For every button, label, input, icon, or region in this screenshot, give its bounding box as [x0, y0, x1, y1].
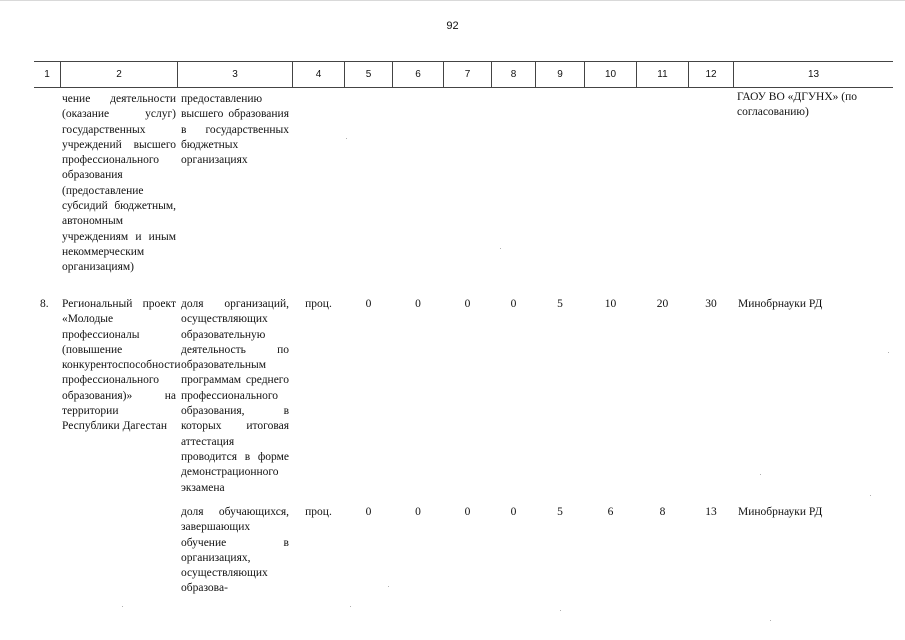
scan-speck — [500, 248, 501, 249]
column-header-2: 2 — [116, 69, 122, 80]
scan-speck — [346, 138, 347, 139]
indicator-description-cell: доля организаций, осуществляющих образовательную деятельность по образовательным программам среднего профессионального образования, в которых итоговая аттестация проводится в форме демонстрационного экзамена — [181, 298, 289, 494]
responsible-org-cell: Минобрнауки РД — [738, 298, 823, 310]
header-top-border — [34, 61, 893, 62]
column-header-8: 8 — [510, 69, 517, 80]
unit-cell: проц. — [305, 506, 332, 518]
project-name-cell: Региональный проект «Молодые профессионалы (повышение конкурентоспособности профессионального образования)» на территории Республики Дагестан — [62, 298, 181, 433]
scan-speck — [770, 620, 771, 621]
column-header-3: 3 — [232, 69, 238, 80]
value-cell: 5 — [557, 298, 563, 310]
scan-speck — [388, 586, 389, 587]
indicator-description-cell: предоставлению высшего образования в государственных бюджетных организациях — [181, 93, 289, 167]
value-cell: 30 — [705, 298, 717, 310]
activity-description-cell: чение деятельности (оказание услуг) государственных учреждений высшего профессионального образования (предоставление субсидий бюджетным, автономным учреждениям и иным некоммерческим организациям) — [62, 93, 176, 274]
scan-speck — [350, 606, 351, 607]
responsible-org-cell: ГАОУ ВО «ДГУНХ» (по согласованию) — [737, 91, 858, 119]
responsible-org-cell: Минобрнауки РД — [738, 506, 823, 518]
indicator-description-cell: доля обучающихся, завершающих обучение в организациях, осуществляющих образова- — [181, 506, 289, 595]
value-cell: 8 — [659, 506, 666, 518]
value-cell: 0 — [365, 506, 372, 518]
value-cell: 0 — [365, 298, 372, 310]
scan-speck — [870, 495, 871, 496]
scan-speck — [560, 610, 561, 611]
column-header-4: 4 — [315, 69, 322, 80]
scan-speck — [888, 352, 889, 353]
value-cell: 0 — [510, 506, 517, 518]
value-cell: 6 — [607, 506, 614, 518]
row-number: 8. — [40, 298, 49, 310]
unit-cell: проц. — [305, 298, 332, 310]
value-cell: 5 — [557, 506, 563, 518]
column-header-12: 12 — [705, 69, 717, 80]
value-cell: 0 — [510, 298, 517, 310]
value-cell: 0 — [415, 298, 421, 310]
column-header-7: 7 — [464, 69, 471, 80]
value-cell: 10 — [604, 298, 617, 310]
value-cell: 20 — [656, 298, 669, 310]
page-top-edge — [0, 0, 905, 1]
column-header-9: 9 — [557, 69, 563, 80]
column-header-5: 5 — [365, 69, 372, 80]
page-number: 92 — [446, 20, 459, 32]
column-header-13: 13 — [807, 69, 820, 80]
column-header-1: 1 — [44, 69, 50, 80]
value-cell: 0 — [415, 506, 421, 518]
value-cell: 0 — [464, 506, 471, 518]
value-cell: 13 — [705, 506, 717, 518]
value-cell: 0 — [464, 298, 471, 310]
column-header-10: 10 — [604, 69, 617, 80]
scan-speck — [122, 606, 123, 607]
header-bottom-border — [34, 87, 893, 88]
column-header-6: 6 — [415, 69, 421, 80]
column-header-11: 11 — [657, 69, 668, 80]
scan-speck — [760, 474, 761, 475]
